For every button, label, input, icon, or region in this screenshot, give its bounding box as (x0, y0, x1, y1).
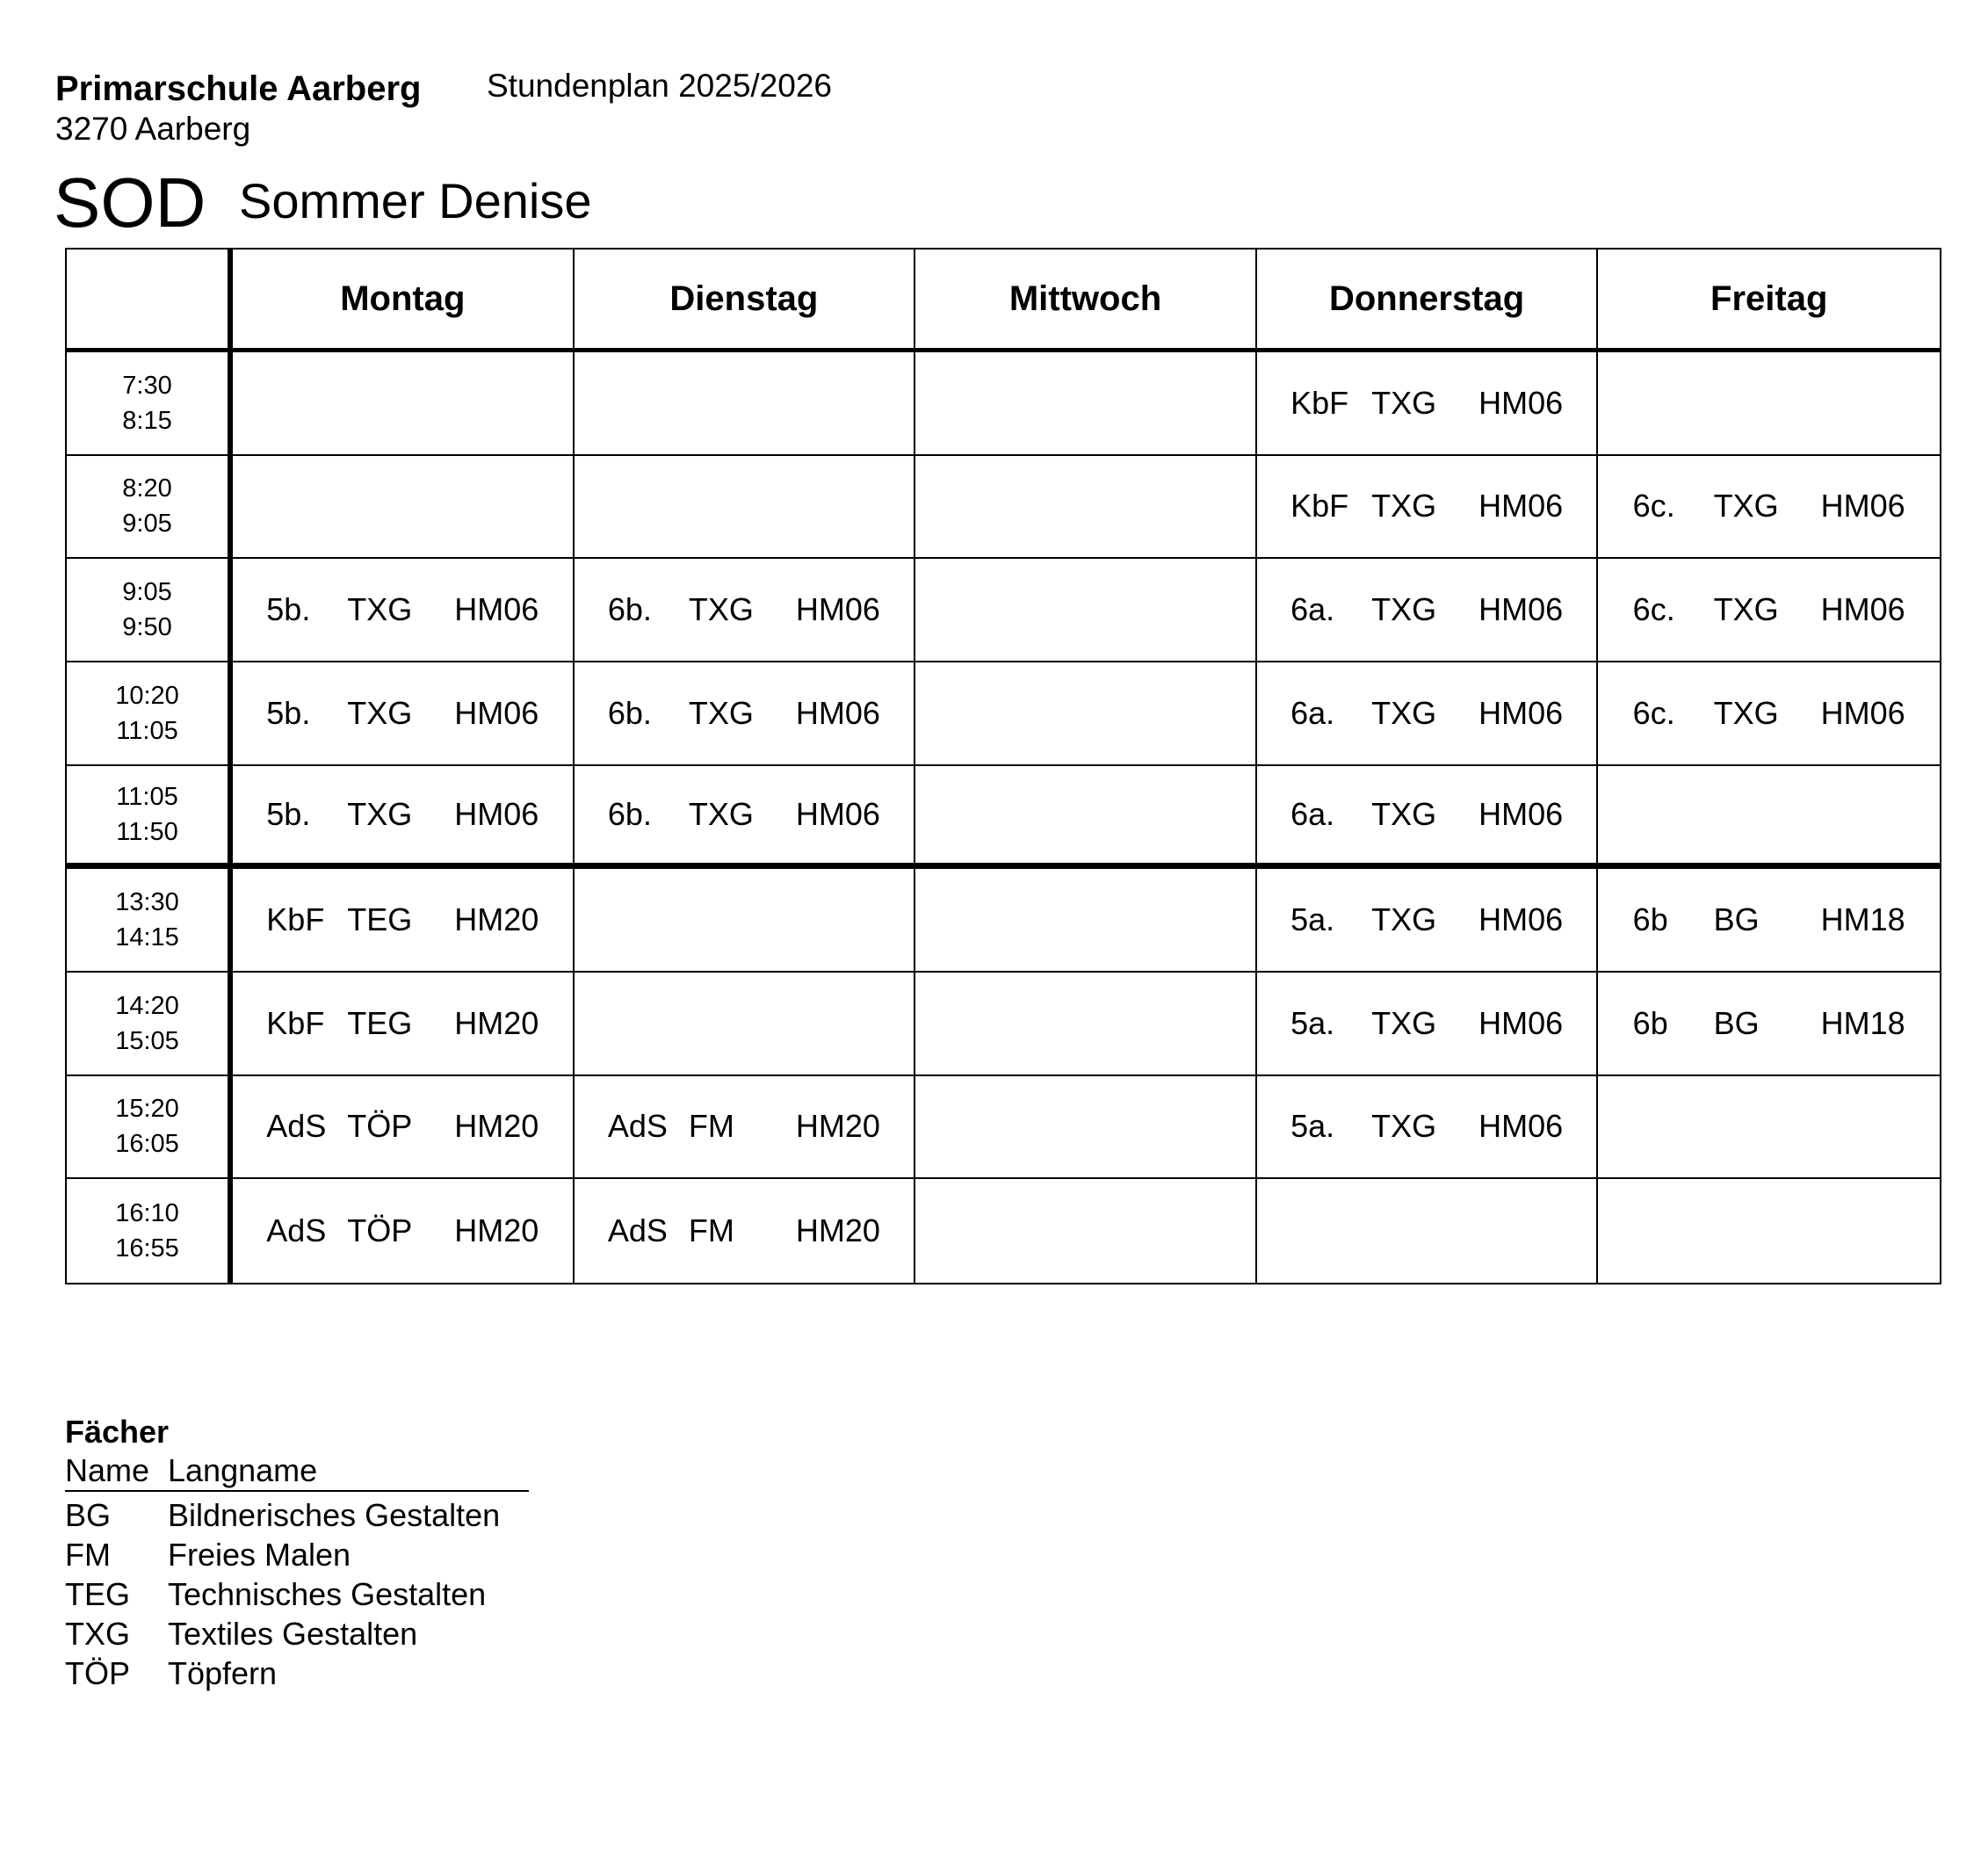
lesson (1290, 796, 1563, 833)
time-slot (67, 1179, 233, 1283)
time-start: 11:05 (116, 782, 178, 811)
lesson-room: HM18 (1820, 901, 1905, 938)
time-start: 9:05 (122, 578, 172, 607)
empty-cell (915, 1179, 1257, 1283)
lesson-subject: TXG (688, 591, 754, 628)
time-end: 15:05 (115, 1026, 179, 1055)
time-end: 14:15 (115, 923, 179, 952)
lesson-subject: TXG (1371, 488, 1437, 525)
lesson-cell (575, 766, 916, 870)
empty-cell (1598, 766, 1940, 870)
empty-cell (915, 973, 1257, 1076)
empty-cell (575, 869, 916, 973)
plan-label: Stundenplan 2025/2026 (487, 68, 832, 104)
empty-cell (915, 662, 1257, 766)
day-header (233, 250, 575, 352)
lesson (608, 1108, 880, 1145)
lesson-class: 5a. (1290, 1108, 1335, 1145)
lesson-room: HM06 (1478, 694, 1564, 731)
day-label: Mittwoch (1008, 279, 1162, 318)
lesson-room: HM06 (454, 591, 539, 628)
lesson-class: 5b. (266, 795, 311, 832)
time-slot (67, 352, 233, 456)
empty-cell (915, 766, 1257, 870)
lesson-room: HM06 (1478, 795, 1564, 832)
lesson-class: 6c. (1632, 488, 1675, 525)
lesson-room: HM06 (1820, 488, 1905, 525)
time-slot (67, 662, 233, 766)
teacher-code: SOD (54, 163, 206, 242)
lesson (1633, 695, 1905, 732)
time-end: 11:50 (116, 817, 178, 846)
legend-col-longname: Langname (168, 1452, 318, 1488)
lesson-room: HM06 (1478, 1108, 1564, 1145)
lesson-subject: TXG (688, 694, 754, 731)
lesson-room: HM20 (795, 1212, 880, 1249)
lesson (1290, 901, 1563, 938)
empty-cell (915, 352, 1257, 456)
lesson-class: KbF (1290, 384, 1349, 421)
subject-longname: Textiles Gestalten (168, 1616, 418, 1652)
lesson-room: HM20 (454, 901, 539, 938)
corner-cell (67, 250, 233, 352)
lesson (266, 1005, 539, 1042)
timetable (65, 248, 1941, 1284)
lesson (608, 796, 880, 833)
subject-longname: Freies Malen (168, 1537, 351, 1573)
lesson (608, 695, 880, 732)
lesson (1633, 591, 1905, 628)
lesson-class: 6a. (1290, 795, 1335, 832)
lesson-room: HM06 (795, 591, 880, 628)
day-label: Montag (340, 279, 466, 318)
lesson-class: AdS (266, 1212, 327, 1249)
legend-row (65, 1614, 531, 1653)
lesson-cell (1257, 869, 1599, 973)
time-end: 8:15 (122, 406, 172, 435)
legend-col-name: Name (65, 1452, 150, 1488)
lesson-cell (1257, 1076, 1599, 1180)
time-start: 14:20 (115, 991, 179, 1020)
lesson (608, 1212, 880, 1249)
lesson-class: KbF (1290, 488, 1349, 525)
lesson-room: HM06 (1820, 694, 1905, 731)
legend-row (65, 1653, 531, 1693)
lesson-room: HM06 (1478, 591, 1564, 628)
teacher-name: Sommer Denise (239, 173, 592, 228)
lesson (266, 796, 539, 833)
lesson (266, 1108, 539, 1145)
lesson-class: KbF (266, 1004, 325, 1041)
time-start: 10:20 (115, 681, 179, 710)
time-start: 16:10 (115, 1199, 179, 1228)
lesson-subject: TÖP (347, 1212, 413, 1249)
lesson-class: 6b. (607, 591, 652, 628)
lesson-cell (1257, 456, 1599, 560)
time-slot (67, 559, 233, 662)
legend-header (65, 1451, 529, 1492)
subject-code: TÖP (65, 1655, 131, 1691)
lesson-class: 6b (1632, 901, 1668, 938)
lesson-room: HM06 (1478, 488, 1564, 525)
lesson-cell (1598, 456, 1940, 560)
lesson-cell (575, 559, 916, 662)
lesson-room: HM06 (795, 694, 880, 731)
lesson-class: 5b. (266, 591, 311, 628)
lesson-cell (1257, 352, 1599, 456)
lesson (1290, 1108, 1563, 1145)
lesson-subject: TXG (1713, 694, 1779, 731)
legend-row (65, 1574, 531, 1614)
empty-cell (915, 559, 1257, 662)
lesson-subject: TXG (347, 591, 413, 628)
day-label: Dienstag (669, 279, 819, 318)
time-start: 15:20 (115, 1095, 179, 1124)
lesson-class: AdS (266, 1108, 327, 1145)
lesson-class: AdS (607, 1212, 668, 1249)
time-end: 9:05 (122, 510, 172, 539)
lesson (1290, 591, 1563, 628)
lesson-subject: TXG (1371, 795, 1437, 832)
subject-code: BG (65, 1497, 112, 1533)
lesson-class: 6b (1632, 1004, 1668, 1041)
lesson (266, 695, 539, 732)
lesson-room: HM06 (1478, 384, 1564, 421)
lesson-cell (1257, 766, 1599, 870)
empty-cell (915, 1076, 1257, 1180)
empty-cell (575, 973, 916, 1076)
legend-rows (65, 1495, 531, 1693)
lesson-cell (233, 1179, 575, 1283)
lesson-cell (1598, 662, 1940, 766)
empty-cell (1257, 1179, 1599, 1283)
lesson (1633, 488, 1905, 525)
lesson-subject: TXG (1371, 384, 1437, 421)
lesson-subject: TXG (1371, 694, 1437, 731)
lesson (266, 1212, 539, 1249)
empty-cell (915, 869, 1257, 973)
school-name: Primarschule Aarberg (55, 69, 422, 108)
lesson-subject: TXG (1371, 901, 1437, 938)
lesson-class: AdS (607, 1108, 668, 1145)
lesson-subject: TXG (1371, 591, 1437, 628)
lesson (266, 591, 539, 628)
empty-cell (1598, 1179, 1940, 1283)
lesson-class: 5a. (1290, 1004, 1335, 1041)
lesson-subject: TÖP (347, 1108, 413, 1145)
lesson-room: HM06 (454, 795, 539, 832)
subject-code: TEG (65, 1576, 131, 1612)
empty-cell (233, 352, 575, 456)
day-header (1598, 250, 1940, 352)
legend-row (65, 1495, 531, 1535)
lesson-cell (233, 869, 575, 973)
lesson-cell (1598, 559, 1940, 662)
lesson-room: HM06 (1820, 591, 1905, 628)
time-slot (67, 766, 233, 870)
lesson (1633, 1005, 1905, 1042)
subject-longname: Töpfern (168, 1655, 278, 1691)
lesson (1290, 488, 1563, 525)
lesson-subject: TXG (1713, 488, 1779, 525)
lesson-class: 6a. (1290, 591, 1335, 628)
lesson (608, 591, 880, 628)
day-label: Freitag (1710, 279, 1828, 318)
lesson-subject: TXG (1371, 1004, 1437, 1041)
lesson-subject: TXG (688, 795, 754, 832)
time-start: 13:30 (115, 888, 179, 917)
time-slot (67, 456, 233, 560)
lesson-cell (575, 1076, 916, 1180)
empty-cell (233, 456, 575, 560)
lesson (1290, 385, 1563, 422)
subject-longname: Bildnerisches Gestalten (168, 1497, 501, 1533)
empty-cell (1598, 1076, 1940, 1180)
lesson (1290, 695, 1563, 732)
time-slot (67, 973, 233, 1076)
time-slot (67, 1076, 233, 1180)
day-header (915, 250, 1257, 352)
lesson-room: HM06 (795, 795, 880, 832)
lesson-cell (233, 559, 575, 662)
school-address: 3270 Aarberg (55, 111, 251, 147)
lesson-class: 6a. (1290, 694, 1335, 731)
lesson (266, 901, 539, 938)
lesson-subject: TXG (1371, 1108, 1437, 1145)
lesson-cell (1257, 559, 1599, 662)
lesson-class: 5a. (1290, 901, 1335, 938)
lesson-subject: FM (688, 1212, 734, 1249)
lesson-subject: TXG (1713, 591, 1779, 628)
lesson-room: HM06 (454, 694, 539, 731)
lesson-room: HM20 (795, 1108, 880, 1145)
subject-code: TXG (65, 1616, 131, 1652)
lesson (1290, 1005, 1563, 1042)
lesson-class: 6c. (1632, 694, 1675, 731)
legend-title: Fächer (65, 1414, 170, 1450)
empty-cell (1598, 352, 1940, 456)
lesson-room: HM06 (1478, 901, 1564, 938)
day-header (575, 250, 916, 352)
lesson-cell (233, 766, 575, 870)
empty-cell (575, 352, 916, 456)
day-header (1257, 250, 1599, 352)
lesson-subject: TXG (347, 694, 413, 731)
lesson-room: HM20 (454, 1004, 539, 1041)
lesson-cell (233, 1076, 575, 1180)
lesson-room: HM06 (1478, 1004, 1564, 1041)
lesson-cell (1598, 973, 1940, 1076)
lesson-subject: FM (688, 1108, 734, 1145)
time-slot (67, 869, 233, 973)
lesson-cell (1598, 869, 1940, 973)
time-end: 11:05 (116, 716, 178, 745)
time-start: 8:20 (122, 474, 172, 503)
lesson-class: KbF (266, 901, 325, 938)
subject-code: FM (65, 1537, 111, 1573)
lesson-subject: BG (1713, 1004, 1760, 1041)
lesson-cell (575, 1179, 916, 1283)
subject-legend (65, 1413, 531, 1693)
lesson-room: HM18 (1820, 1004, 1905, 1041)
lesson-subject: TEG (347, 1004, 413, 1041)
lesson (1633, 901, 1905, 938)
subject-longname: Technisches Gestalten (168, 1576, 487, 1612)
day-label: Donnerstag (1328, 279, 1525, 318)
lesson-subject: TXG (347, 795, 413, 832)
lesson-class: 5b. (266, 694, 311, 731)
empty-cell (915, 456, 1257, 560)
legend-row (65, 1535, 531, 1574)
lesson-room: HM20 (454, 1108, 539, 1145)
empty-cell (575, 456, 916, 560)
lesson-cell (233, 973, 575, 1076)
lesson-class: 6b. (607, 795, 652, 832)
lesson-class: 6b. (607, 694, 652, 731)
lesson-cell (233, 662, 575, 766)
time-end: 16:05 (115, 1130, 179, 1159)
lesson-cell (1257, 662, 1599, 766)
lesson-cell (575, 662, 916, 766)
time-start: 7:30 (122, 371, 172, 400)
lesson-class: 6c. (1632, 591, 1675, 628)
time-end: 16:55 (115, 1234, 179, 1263)
lesson-subject: BG (1713, 901, 1760, 938)
lesson-cell (1257, 973, 1599, 1076)
time-end: 9:50 (122, 613, 172, 642)
lesson-room: HM20 (454, 1212, 539, 1249)
lesson-subject: TEG (347, 901, 413, 938)
